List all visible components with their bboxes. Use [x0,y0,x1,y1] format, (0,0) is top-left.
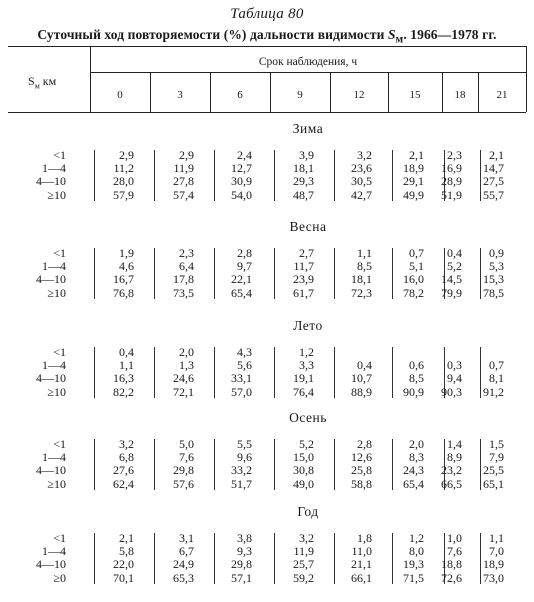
table-cell: 9,4 [447,371,462,386]
table-cell: 0,7 [409,246,424,260]
table-cell: 23,9 [293,272,314,287]
table-cell: 15,3 [483,272,504,287]
row-label: ≥10 [47,476,66,491]
table-cell: 1,9 [119,246,134,260]
table-cell: 73,5 [173,285,194,300]
table-cell: 2,1 [489,148,504,162]
table-cell: 3,8 [237,531,252,545]
table-cell [324,346,372,359]
table-cell: 24,3 [403,463,424,478]
row-label: <1 [53,531,66,545]
table-cell: 6,7 [179,544,194,559]
table-cell: 18,8 [441,557,462,572]
table-cell: 76,8 [113,285,134,300]
table-cell: 23,6 [351,161,372,176]
hour-header: 0 [117,89,123,101]
table-cell: 48,7 [293,187,314,202]
table-cell: 90,3 [441,384,462,399]
table-cell: 11,9 [293,544,314,559]
table-cell: 2,9 [119,148,134,162]
row-label: 1—4 [42,259,66,274]
table-cell: 33,1 [231,371,252,386]
stub-unit: км [39,74,57,88]
table-cell: 2,0 [179,345,194,359]
table-cell: 11,0 [351,544,372,559]
table-cell: 9,6 [237,450,252,465]
table-cell: 5,0 [179,437,194,451]
table-cell: 30,8 [293,463,314,478]
table-cell: 6,8 [119,450,134,465]
stub-symbol-sub: м [34,81,40,91]
table-cell: 1,1 [489,531,504,545]
season-title: Год [297,504,319,519]
table-cell: 23,2 [441,463,462,478]
table-cell: 55,7 [483,187,504,202]
table-cell: 1,4 [447,437,462,451]
table-cell: 1,2 [409,531,424,545]
table-cell: 2,3 [447,148,462,162]
row-label: ≥10 [47,384,66,399]
table-cell: 79,9 [441,285,462,300]
table-cell: 8,1 [489,371,504,386]
table-cell: 65,3 [173,570,194,585]
table-cell: 16,3 [113,371,134,386]
table-cell: 3,2 [357,148,372,162]
table-cell: 25,7 [293,557,314,572]
table-cell: 27,5 [483,174,504,189]
table-cell: 0,4 [119,345,134,359]
table-cell: 29,3 [293,174,314,189]
table-cell: 6,4 [179,259,194,274]
table-cell: 3,3 [299,358,314,373]
table-cell: 16,0 [403,272,424,287]
table-cell: 29,1 [403,174,424,189]
table-cell: 42,7 [351,187,372,202]
row-label: <1 [53,246,66,260]
table-cell: 2,1 [409,148,424,162]
row-label: 4—10 [36,371,66,386]
stub-symbol: S [28,74,35,88]
table-cell: 51,7 [231,476,252,491]
row-label: <1 [53,345,66,359]
table-cell: 19,1 [293,371,314,386]
row-label: ≥10 [47,187,66,202]
table-cell: 22,0 [113,557,134,572]
row-label: 1—4 [42,544,66,559]
table-cell: 7,6 [447,544,462,559]
table-cell: 10,7 [351,371,372,386]
table-cell: 28,9 [441,174,462,189]
table-cell: 11,9 [173,161,194,176]
table-cell: 5,1 [409,259,424,274]
season-title: Весна [289,219,327,234]
table-cell: 3,1 [179,531,194,545]
table-cell: 18,9 [483,557,504,572]
table-cell: 3,2 [299,531,314,545]
table-cell: 1,2 [299,345,314,359]
season-title: Зима [292,121,324,136]
table-cell: 9,3 [237,544,252,559]
table-cell: 5,2 [447,259,462,274]
table-cell: 1,0 [447,531,462,545]
table-cell: 15,0 [293,450,314,465]
table-cell: 7,6 [179,450,194,465]
table-cell: 5,6 [237,358,252,373]
table-cell: 0,3 [447,358,462,373]
hour-header: 12 [353,89,365,101]
title-symbol-sub: м [395,33,404,46]
table-cell: 0,6 [409,358,424,373]
table-top-rule [8,46,526,47]
season-title: Осень [289,410,327,425]
row-label: 4—10 [36,272,66,287]
table-cell: 27,6 [113,463,134,478]
table-cell: 1,3 [179,358,194,373]
table-cell: 4,3 [237,345,252,359]
table-cell: 5,8 [119,544,134,559]
table-cell: 66,5 [441,476,462,491]
table-cell [414,346,462,359]
hour-header: 6 [237,89,243,101]
hour-header: 9 [297,89,303,101]
table-cell: 25,5 [483,463,504,478]
table-cell: 88,9 [351,384,372,399]
table-cell: 8,5 [409,371,424,386]
table-cell: 29,8 [231,557,252,572]
table-cell: 33,2 [231,463,252,478]
table-cell: 21,1 [351,557,372,572]
row-label: <1 [53,437,66,451]
table-cell: 71,5 [403,570,424,585]
table-cell: 24,6 [173,371,194,386]
table-cell: 49,9 [403,187,424,202]
hour-header: 21 [496,89,508,101]
table-cell: 12,7 [231,161,252,176]
table-cell: 2,7 [299,246,314,260]
table-cell: 72,6 [441,570,462,585]
row-label: 4—10 [36,463,66,478]
table-cell: 2,0 [409,437,424,451]
table-cell: 57,9 [113,187,134,202]
row-label: 4—10 [36,557,66,572]
table-cell: 90,9 [403,384,424,399]
table-cell: 1,1 [119,358,134,373]
table-cell: 3,2 [119,437,134,451]
table-cell: 14,7 [483,161,504,176]
table-cell: 8,3 [409,450,424,465]
table-cell: 30,5 [351,174,372,189]
table-cell: 72,1 [173,384,194,399]
table-cell: 59,2 [293,570,314,585]
table-cell: 5,3 [489,259,504,274]
table-cell: 19,3 [403,557,424,572]
table-cell: 54,0 [231,187,252,202]
table-cell: 65,4 [231,285,252,300]
table-cell: 11,2 [113,161,134,176]
table-cell: 57,4 [173,187,194,202]
title-text: Суточный ход повторяемости (%) дальности видимости [37,27,385,42]
hour-header: 18 [454,89,466,101]
table-cell: 25,8 [351,463,372,478]
table-cell: 2,8 [237,246,252,260]
table-cell: 16,9 [441,161,462,176]
table-cell: 2,9 [179,148,194,162]
table-cell: 49,0 [293,476,314,491]
table-cell: 61,7 [293,285,314,300]
table-cell [456,346,504,359]
table-cell: 1,8 [357,531,372,545]
hour-header: 15 [409,89,421,101]
table-cell: 65,1 [483,476,504,491]
table-cell: 0,9 [489,246,504,260]
table-cell: 73,0 [483,570,504,585]
table-cell: 2,3 [179,246,194,260]
table-cell: 29,8 [173,463,194,478]
row-label: ≥0 [53,570,66,585]
table-cell: 91,2 [483,384,504,399]
table-cell: 12,6 [351,450,372,465]
table-cell: 57,0 [231,384,252,399]
table-cell: 78,2 [403,285,424,300]
table-cell: 30,9 [231,174,252,189]
table-cell: 9,7 [237,259,252,274]
table-cell: 7,0 [489,544,504,559]
table-cell: 1,1 [357,246,372,260]
table-caption: Таблица 80 [230,6,304,22]
stub-header [28,74,56,90]
table-cell: 1,5 [489,437,504,451]
table-cell: 58,8 [351,476,372,491]
table-cell: 51,9 [441,187,462,202]
row-label: <1 [53,148,66,162]
table-cell: 62,4 [113,476,134,491]
table-cell: 17,8 [173,272,194,287]
table-cell: 5,2 [299,437,314,451]
season-title: Лето [293,318,323,333]
table-cell: 0,7 [489,358,504,373]
group-underline [90,72,526,73]
row-label: 1—4 [42,161,66,176]
table-cell: 78,5 [483,285,504,300]
table-cell: 18,1 [351,272,372,287]
table-cell: 22,1 [231,272,252,287]
row-label: 1—4 [42,450,66,465]
table-cell: 24,9 [173,557,194,572]
row-label: ≥10 [47,285,66,300]
table-cell: 7,9 [489,450,504,465]
table-cell: 82,2 [113,384,134,399]
table-cell: 57,1 [231,570,252,585]
title-symbol: S [387,27,396,42]
table-cell: 11,7 [293,259,314,274]
table-cell: 0,4 [447,246,462,260]
table-title [0,27,534,46]
header-column-line [90,46,91,112]
table-cell: 28,0 [113,174,134,189]
table-cell: 57,6 [173,476,194,491]
header-column-line [526,46,527,112]
row-label: 1—4 [42,358,66,373]
group-header: Срок наблюдения, ч [258,56,358,68]
table-cell: 14,5 [441,272,462,287]
hour-header: 3 [177,89,183,101]
table-cell: 4,6 [119,259,134,274]
table-cell: 8,5 [357,259,372,274]
table-cell: 3,9 [299,148,314,162]
table-cell: 65,4 [403,476,424,491]
table-cell: 8,0 [409,544,424,559]
title-years: . 1966—1978 гг. [403,27,497,42]
table-cell: 27,8 [173,174,194,189]
table-cell: 18,1 [293,161,314,176]
table-cell: 66,1 [351,570,372,585]
table-cell: 76,4 [293,384,314,399]
table-cell: 2,8 [357,437,372,451]
table-cell: 2,4 [237,148,252,162]
table-cell: 18,9 [403,161,424,176]
table-cell: 72,3 [351,285,372,300]
table-cell: 8,9 [447,450,462,465]
table-cell: 2,1 [119,531,134,545]
row-label: 4—10 [36,174,66,189]
table-cell: 16,7 [113,272,134,287]
table-cell: 5,5 [237,437,252,451]
table-cell: 70,1 [113,570,134,585]
table-cell: 0,4 [357,358,372,373]
header-bottom-rule [8,112,526,113]
